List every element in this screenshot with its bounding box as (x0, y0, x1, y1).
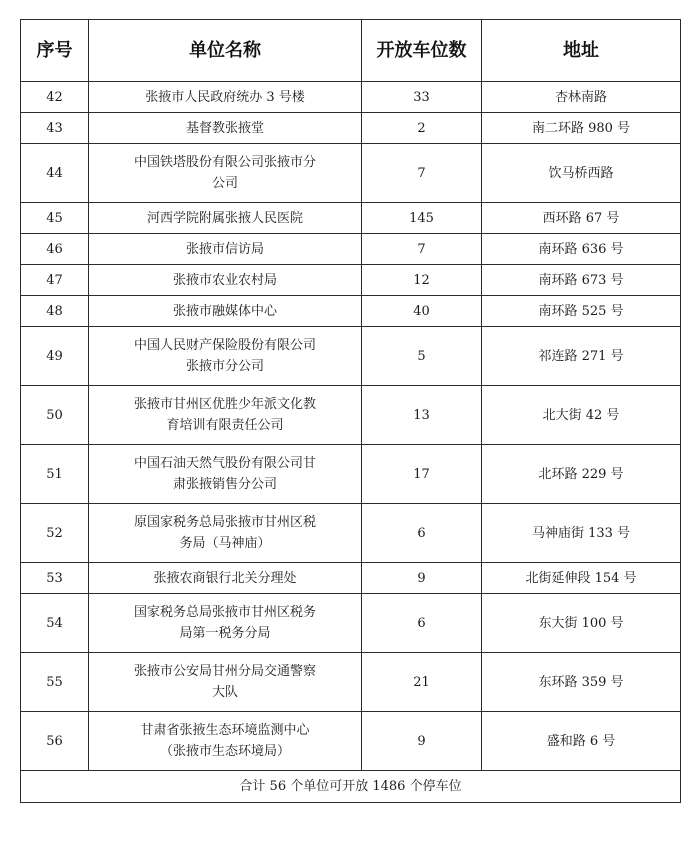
cell-address: 饮马桥西路 (482, 144, 681, 203)
cell-unit-name: 张掖市公安局甘州分局交通警察大队 (89, 653, 362, 712)
cell-address: 南环路 673 号 (482, 265, 681, 296)
cell-index: 48 (21, 296, 89, 327)
cell-open-spaces: 9 (362, 712, 482, 771)
parking-table (20, 19, 681, 803)
cell-address: 西环路 67 号 (482, 203, 681, 234)
cell-open-spaces: 6 (362, 504, 482, 563)
cell-unit-name: 甘肃省张掖生态环境监测中心（张掖市生态环境局） (89, 712, 362, 771)
table-row (21, 113, 681, 144)
cell-open-spaces: 13 (362, 386, 482, 445)
cell-address: 北环路 229 号 (482, 445, 681, 504)
cell-address: 南二环路 980 号 (482, 113, 681, 144)
cell-unit-name: 河西学院附属张掖人民医院 (89, 203, 362, 234)
cell-open-spaces: 12 (362, 265, 482, 296)
table-row (21, 82, 681, 113)
total-row (21, 771, 681, 803)
cell-open-spaces: 9 (362, 563, 482, 594)
cell-unit-name: 基督教张掖堂 (89, 113, 362, 144)
cell-address: 东大街 100 号 (482, 594, 681, 653)
table-row (21, 296, 681, 327)
cell-index: 44 (21, 144, 89, 203)
table-row (21, 386, 681, 445)
cell-open-spaces: 40 (362, 296, 482, 327)
cell-index: 54 (21, 594, 89, 653)
cell-unit-name: 张掖农商银行北关分理处 (89, 563, 362, 594)
header-address: 地址 (482, 20, 681, 82)
table-row (21, 234, 681, 265)
cell-unit-name: 原国家税务总局张掖市甘州区税务局（马神庙） (89, 504, 362, 563)
table-row (21, 504, 681, 563)
cell-unit-name: 中国人民财产保险股份有限公司张掖市分公司 (89, 327, 362, 386)
cell-unit-name: 张掖市人民政府统办 3 号楼 (89, 82, 362, 113)
cell-index: 46 (21, 234, 89, 265)
cell-unit-name: 张掖市信访局 (89, 234, 362, 265)
cell-index: 45 (21, 203, 89, 234)
cell-index: 43 (21, 113, 89, 144)
cell-address: 东环路 359 号 (482, 653, 681, 712)
cell-index: 49 (21, 327, 89, 386)
cell-open-spaces: 21 (362, 653, 482, 712)
cell-index: 55 (21, 653, 89, 712)
cell-address: 杏林南路 (482, 82, 681, 113)
table-row (21, 144, 681, 203)
cell-open-spaces: 17 (362, 445, 482, 504)
table-row (21, 653, 681, 712)
cell-unit-name: 张掖市农业农村局 (89, 265, 362, 296)
cell-unit-name: 张掖市甘州区优胜少年派文化教育培训有限责任公司 (89, 386, 362, 445)
cell-open-spaces: 7 (362, 234, 482, 265)
table-row (21, 265, 681, 296)
cell-unit-name: 中国石油天然气股份有限公司甘肃张掖销售分公司 (89, 445, 362, 504)
table-row (21, 203, 681, 234)
cell-address: 南环路 525 号 (482, 296, 681, 327)
table-row (21, 594, 681, 653)
cell-open-spaces: 2 (362, 113, 482, 144)
total-summary: 合计 56 个单位可开放 1486 个停车位 (21, 771, 681, 803)
cell-address: 南环路 636 号 (482, 234, 681, 265)
cell-index: 52 (21, 504, 89, 563)
cell-unit-name: 国家税务总局张掖市甘州区税务局第一税务分局 (89, 594, 362, 653)
header-unit-name: 单位名称 (89, 20, 362, 82)
cell-open-spaces: 33 (362, 82, 482, 113)
cell-address: 北街延伸段 154 号 (482, 563, 681, 594)
cell-unit-name: 张掖市融媒体中心 (89, 296, 362, 327)
cell-open-spaces: 5 (362, 327, 482, 386)
cell-index: 51 (21, 445, 89, 504)
table-row (21, 327, 681, 386)
table-row (21, 445, 681, 504)
cell-index: 56 (21, 712, 89, 771)
cell-open-spaces: 6 (362, 594, 482, 653)
header-row (21, 20, 681, 82)
cell-address: 马神庙街 133 号 (482, 504, 681, 563)
cell-index: 53 (21, 563, 89, 594)
table-row (21, 563, 681, 594)
cell-unit-name: 中国铁塔股份有限公司张掖市分公司 (89, 144, 362, 203)
cell-index: 50 (21, 386, 89, 445)
table-row (21, 712, 681, 771)
cell-open-spaces: 7 (362, 144, 482, 203)
cell-address: 北大街 42 号 (482, 386, 681, 445)
cell-address: 祁连路 271 号 (482, 327, 681, 386)
header-open-spaces: 开放车位数 (362, 20, 482, 82)
cell-index: 42 (21, 82, 89, 113)
cell-open-spaces: 145 (362, 203, 482, 234)
cell-index: 47 (21, 265, 89, 296)
cell-address: 盛和路 6 号 (482, 712, 681, 771)
header-index: 序号 (21, 20, 89, 82)
